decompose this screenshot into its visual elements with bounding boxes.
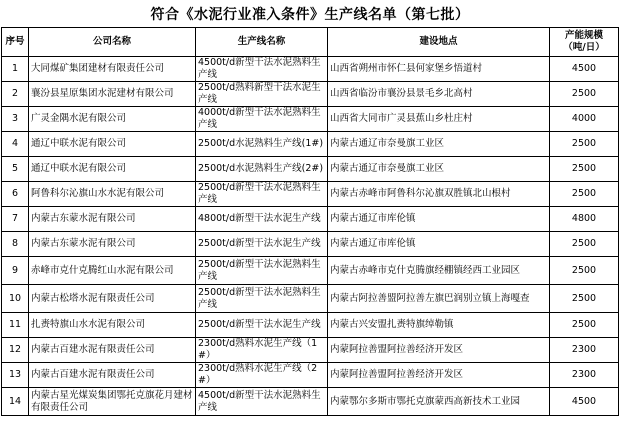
cell-seq: 3 xyxy=(2,107,29,132)
production-line-table xyxy=(1,27,619,416)
cell-seq: 2 xyxy=(2,82,29,107)
cell-seq: 1 xyxy=(2,57,29,82)
cell-line: 2500t/d新型干法水泥熟料生产线 xyxy=(196,182,328,207)
cell-seq: 8 xyxy=(2,232,29,257)
header-capacity xyxy=(550,28,619,57)
header-company: 公司名称 xyxy=(29,28,196,57)
table-row xyxy=(2,132,619,157)
cell-company: 内蒙古星光煤炭集团鄂托克旗花月建材有限责任公司 xyxy=(29,388,196,416)
cell-line: 2300t/d熟料水泥生产线（1#） xyxy=(196,338,328,363)
table-body xyxy=(2,57,619,416)
header-seq: 序号 xyxy=(2,28,29,57)
cell-company: 通辽中联水泥有限公司 xyxy=(29,132,196,157)
cell-seq: 14 xyxy=(2,388,29,416)
cell-company: 内蒙古百建水泥有限责任公司 xyxy=(29,363,196,388)
cell-capacity: 2500 xyxy=(550,132,619,157)
table-header-row xyxy=(2,28,619,57)
cell-company: 阿鲁科尔沁旗山水水泥有限公司 xyxy=(29,182,196,207)
cell-location: 内蒙古通辽市奈曼旗工业区 xyxy=(328,157,550,182)
cell-line: 2500t/d新型干法水泥熟料生产线 xyxy=(196,285,328,313)
cell-line: 2500t/d新型干法水泥生产线 xyxy=(196,313,328,338)
cell-seq: 11 xyxy=(2,313,29,338)
cell-seq: 4 xyxy=(2,132,29,157)
cell-line: 4500t/d新型干法水泥熟料生产线 xyxy=(196,388,328,416)
cell-location: 内蒙古赤峰市阿鲁科尔沁旗双胜镇北山根村 xyxy=(328,182,550,207)
cell-line: 2300t/d熟料水泥生产线（2#） xyxy=(196,363,328,388)
cell-capacity: 2300 xyxy=(550,363,619,388)
cell-capacity: 4500 xyxy=(550,57,619,82)
cell-seq: 9 xyxy=(2,257,29,285)
cell-seq: 13 xyxy=(2,363,29,388)
cell-capacity: 2500 xyxy=(550,257,619,285)
cell-location: 内蒙古赤峰市克什克腾旗经棚镇经西工业园区 xyxy=(328,257,550,285)
table-row xyxy=(2,157,619,182)
table-row xyxy=(2,313,619,338)
table-row xyxy=(2,207,619,232)
table-row xyxy=(2,363,619,388)
table-row xyxy=(2,182,619,207)
cell-company: 大同煤矿集团建材有限责任公司 xyxy=(29,57,196,82)
cell-capacity: 4500 xyxy=(550,388,619,416)
cell-company: 襄汾县星原集团水泥建材有限公司 xyxy=(29,82,196,107)
cell-capacity: 2300 xyxy=(550,338,619,363)
cell-company: 内蒙古松塔水泥有限责任公司 xyxy=(29,285,196,313)
cell-location: 山西省朔州市怀仁县何家堡乡悟道村 xyxy=(328,57,550,82)
cell-capacity: 2500 xyxy=(550,157,619,182)
header-location: 建设地点 xyxy=(328,28,550,57)
cell-capacity: 4000 xyxy=(550,107,619,132)
cell-seq: 6 xyxy=(2,182,29,207)
cell-location: 内蒙古通辽市库伦镇 xyxy=(328,207,550,232)
table-row xyxy=(2,338,619,363)
cell-location: 内蒙鄂尔多斯市鄂托克旗蒙西高新技术工业园 xyxy=(328,388,550,416)
cell-line: 2500t/d熟料新型干法水泥生产线 xyxy=(196,82,328,107)
cell-capacity: 2500 xyxy=(550,232,619,257)
cell-location: 山西省临汾市襄汾县景毛乡北高村 xyxy=(328,82,550,107)
cell-company: 内蒙古东蒙水泥有限公司 xyxy=(29,232,196,257)
cell-line: 4500t/d新型干法水泥熟料生产线 xyxy=(196,57,328,82)
cell-location: 内蒙古阿拉善盟阿拉善左旗巴润别立镇上海嘎查 xyxy=(328,285,550,313)
cell-line: 4000t/d新型干法水泥熟料生产线 xyxy=(196,107,328,132)
cell-capacity: 2500 xyxy=(550,182,619,207)
cell-line: 4800t/d新型干法水泥生产线 xyxy=(196,207,328,232)
cell-company: 内蒙古东蒙水泥有限公司 xyxy=(29,207,196,232)
cell-company: 广灵金隅水泥有限公司 xyxy=(29,107,196,132)
cell-line: 2500t/d水泥熟料生产线(2#) xyxy=(196,157,328,182)
table-row xyxy=(2,82,619,107)
cell-company: 赤峰市克什克腾红山水泥有限公司 xyxy=(29,257,196,285)
cell-location: 内蒙古通辽市奈曼旗工业区 xyxy=(328,132,550,157)
document-title: 符合《水泥行业准入条件》生产线名单（第七批） xyxy=(150,7,470,23)
cell-capacity: 2500 xyxy=(550,285,619,313)
cell-company: 通辽中联水泥有限公司 xyxy=(29,157,196,182)
cell-seq: 12 xyxy=(2,338,29,363)
table-row xyxy=(2,107,619,132)
cell-capacity: 2500 xyxy=(550,313,619,338)
cell-location: 内蒙阿拉善盟阿拉善经济开发区 xyxy=(328,363,550,388)
cell-location: 内蒙古兴安盟扎赉特旗绰勒镇 xyxy=(328,313,550,338)
cell-location: 内蒙古通辽市库伦镇 xyxy=(328,232,550,257)
cell-seq: 10 xyxy=(2,285,29,313)
cell-seq: 7 xyxy=(2,207,29,232)
table-row xyxy=(2,257,619,285)
cell-line: 2500t/d水泥熟料生产线(1#) xyxy=(196,132,328,157)
header-capacity-line1: 产能规模 xyxy=(564,30,603,41)
cell-line: 2500t/d新型干法水泥生产线 xyxy=(196,232,328,257)
cell-seq: 5 xyxy=(2,157,29,182)
cell-line: 2500t/d新型干法水泥熟料生产线 xyxy=(196,257,328,285)
header-capacity-line2: （吨/日） xyxy=(563,42,605,53)
table-row xyxy=(2,57,619,82)
table-row xyxy=(2,388,619,416)
cell-capacity: 2500 xyxy=(550,82,619,107)
header-line: 生产线名称 xyxy=(196,28,328,57)
cell-company: 扎赉特旗山水水泥有限公司 xyxy=(29,313,196,338)
cell-company: 内蒙古百建水泥有限责任公司 xyxy=(29,338,196,363)
cell-capacity: 4800 xyxy=(550,207,619,232)
cell-location: 山西省大同市广灵县蕉山乡杜庄村 xyxy=(328,107,550,132)
table-row xyxy=(2,285,619,313)
cell-location: 内蒙阿拉善盟阿拉善经济开发区 xyxy=(328,338,550,363)
table-row xyxy=(2,232,619,257)
